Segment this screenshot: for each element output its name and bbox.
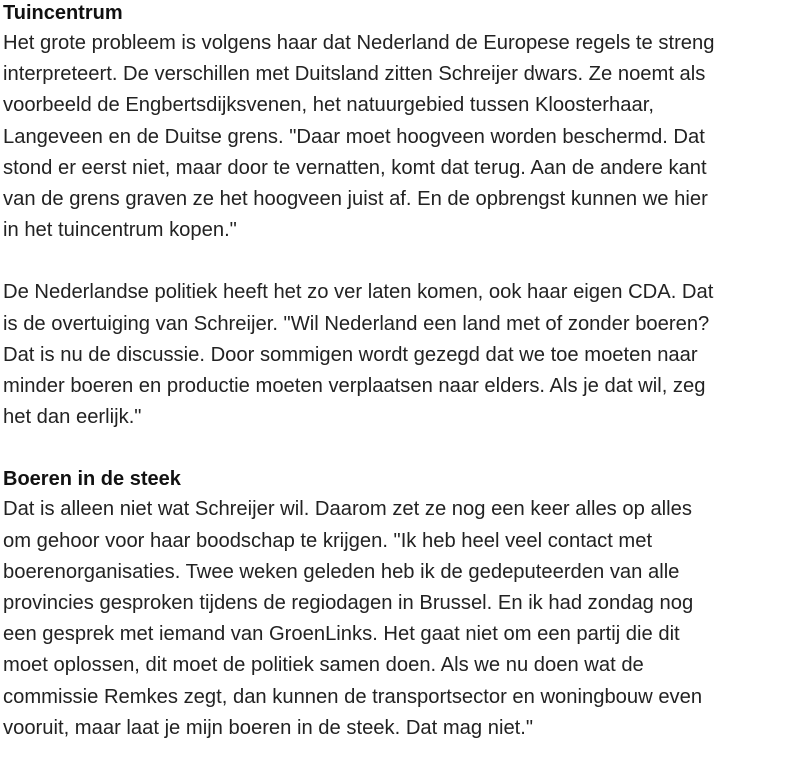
paragraph-spacer — [3, 246, 791, 277]
paragraph-schreijer: Dat is alleen niet wat Schreijer wil. Daarom zet ze nog een keer alles op alles om gehoor voor haar boodschap te krijgen. "Ik heb heel veel contact met boerenorganisaties. Twee weken geleden heb ik de gedeputeerden van alle provincies gesproken tijdens de regiodagen in Brussel. En ik had zondag nog een gesprek met iemand van GroenLinks. Het gaat niet om een partij die dit moet oplossen, dit moet de politiek samen doen. Als we nu doen wat de commissie Remkes zegt, dan kunnen de transportsector en woningbouw even vooruit, maar laat je mijn boeren in de steek. Dat mag niet." — [3, 498, 703, 739]
section-heading-boeren-in-de-steek: Boeren in de steek — [3, 468, 181, 491]
paragraph-hoogveen: Het grote probleem is volgens haar dat Nederland de Europese regels te streng interpreteert. De verschillen met Duitsland zitten Schreijer dwars. Ze noemt als voorbeeld de Engbertsdijksvenen, het natuurgebied tussen Kloosterhaar, Langeveen en de Duitse grens. "Daar moet hoogveen worden beschermd. Dat stond er eerst niet, maar door te vernatten, komt dat terug. Aan de andere kant van de grens graven ze het hoogveen juist af. En de opbrengst kunnen we hier in het tuincentrum kopen." — [3, 32, 715, 242]
section-heading-tuincentrum: Tuincentrum — [3, 2, 123, 24]
paragraph-spacer — [3, 433, 791, 464]
paragraph-politiek: De Nederlandse politiek heeft het zo ver laten komen, ook haar eigen CDA. Dat is de overtuiging van Schreijer. "Wil Nederland een land met of zonder boeren? Dat is nu de discussie. Door sommigen wordt gezegd dat we toe moeten naar minder boeren en productie moeten verplaatsen naar elders. Als je dat wil, zeg het dan eerlijk." — [3, 281, 714, 429]
